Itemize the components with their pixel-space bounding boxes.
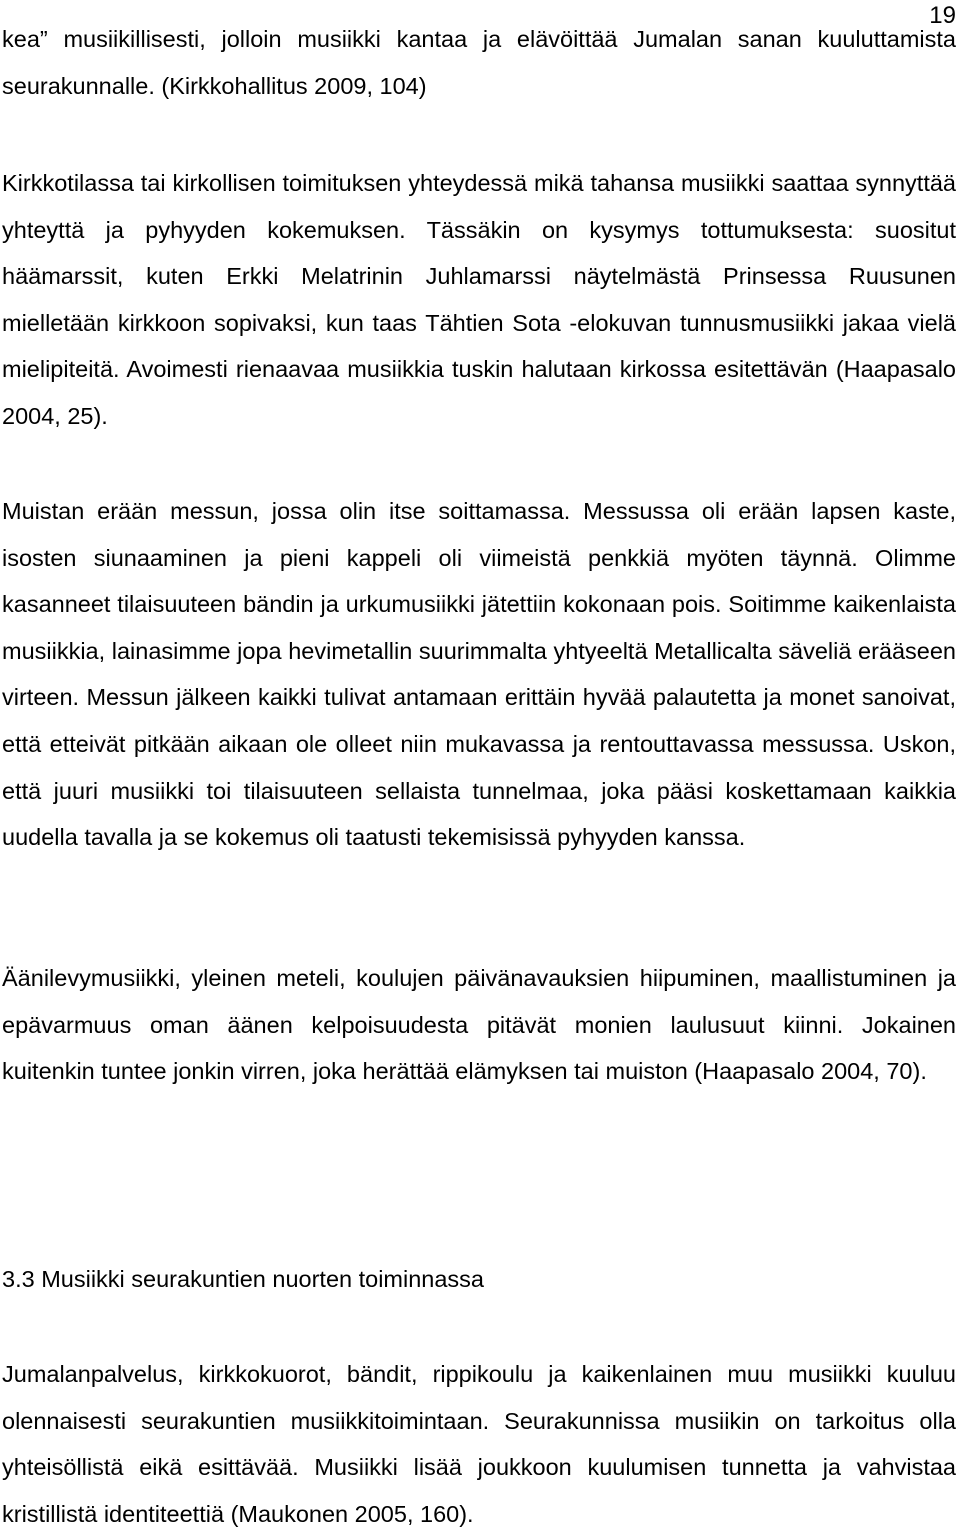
paragraph-continuation: kea” musiikillisesti, jolloin musiikki kantaa ja elävöittää Jumalan sanan kuuluttamista seurakunnalle. (Kirkkohallitus 2009, 104)	[2, 26, 956, 99]
section-heading: 3.3 Musiikki seurakuntien nuorten toiminnassa	[2, 1266, 485, 1292]
paragraph-church-music: Kirkkotilassa tai kirkollisen toimituksen yhteydessä mikä tahansa musiikki saattaa synnyttää yhteyttä ja pyhyyden kokemuksen. Tässäkin on kysymys tottumuksesta: suositut häämarssit, kuten Erkki Melatrinin Juhlamarssi näytelmästä Prinsessa Ruusunen mielletään kirkkoon sopivaksi, kun taas Tähtien Sota -elokuvan tunnusmusiikki jakaa vielä mielipiteitä. Avoimesti rienaavaa musiikkia tuskin halutaan kirkossa esitettävän (Haapasalo 2004, 25).	[2, 170, 956, 429]
page-number: 19	[929, 2, 956, 29]
paragraph-singing-decline: Äänilevymusiikki, yleinen meteli, koulujen päivänavauksien hiipuminen, maallistuminen ja epävarmuus oman äänen kelpoisuudesta pitävät monien laulusuut kiinni. Jokainen kuitenkin tuntee jonkin virren, joka herättää elämyksen tai muiston (Haapasalo 2004, 70).	[2, 965, 956, 1085]
paragraph-youth-music: Jumalanpalvelus, kirkkokuorot, bändit, rippikoulu ja kaikenlainen muu musiikki kuuluu olennaisesti seurakuntien musiikkitoimintaan. Seurakunnissa musiikin on tarkoitus olla yhteisöllistä eikä esittävää. Musiikki lisää joukkoon kuulumisen tunnetta ja vahvistaa kristillistä identiteettiä (Maukonen 2005, 160).	[2, 1361, 956, 1527]
paragraph-personal-experience: Muistan erään messun, jossa olin itse soittamassa. Messussa oli erään lapsen kaste, isosten siunaaminen ja pieni kappeli oli viimeistä penkkiä myöten täynnä. Olimme kasanneet tilaisuuteen bändin ja urkumusiikki jätettiin kokonaan pois. Soitimme kaikenlaista musiikkia, lainasimme jopa hevimetallin suurimmalta yhtyeeltä Metallicalta säveliä erääseen virteen. Messun jälkeen kaikki tulivat antamaan erittäin hyvää palautetta ja monet sanoivat, että etteivät pitkään aikaan ole olleet niin mukavassa ja rentouttavassa messussa. Uskon, että juuri musiikki toi tilaisuuteen sellaista tunnelmaa, joka pääsi koskettamaan kaikkia uudella tavalla ja se kokemus oli taatusti tekemisissä pyhyyden kanssa.	[2, 498, 956, 851]
